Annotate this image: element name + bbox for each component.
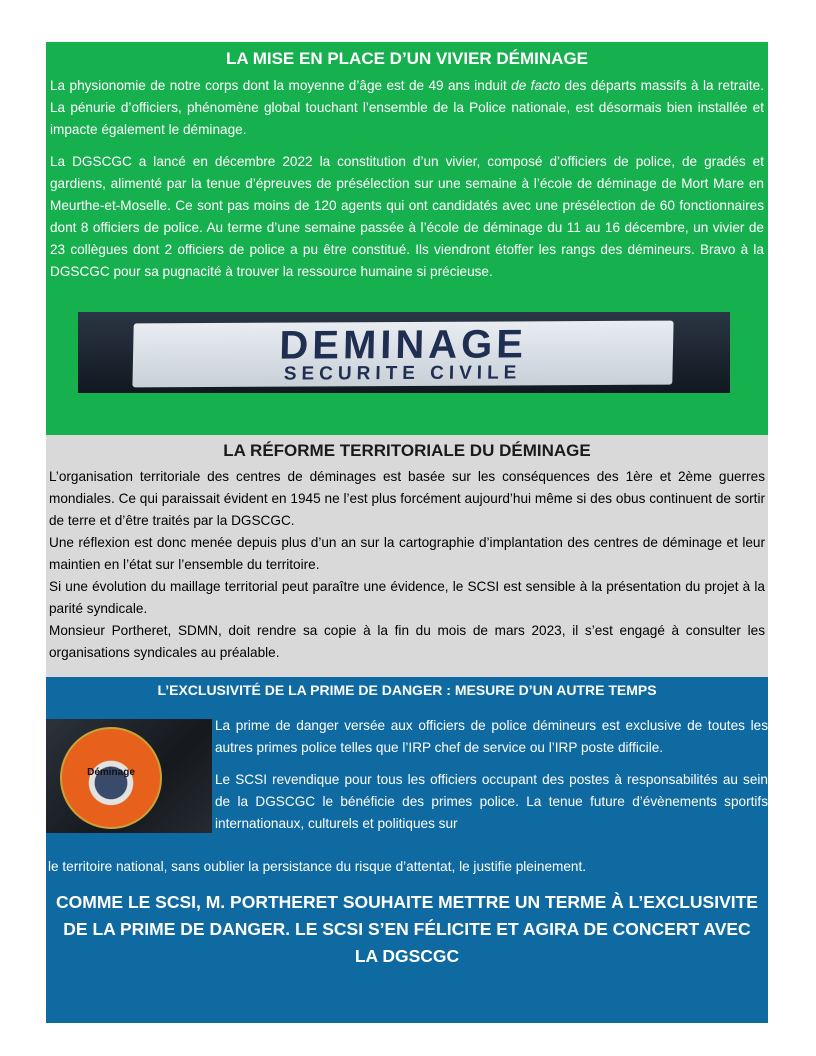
- patch-text-securite-civile: SECURITE CIVILE: [283, 362, 522, 385]
- deminage-badge: [60, 727, 162, 829]
- section-title: LA RÉFORME TERRITORIALE DU DÉMINAGE: [223, 441, 591, 460]
- paragraph: Le SCSI revendique pour tous les officiers occupant des postes à responsabilités au sein de la DGSCGC le bénéficie des primes police. La tenue future d’évènements sportifs internationaux, culturels et politiques sur: [215, 772, 768, 831]
- badge-photo: [46, 719, 212, 833]
- badge-label: Déminage: [87, 767, 135, 778]
- paragraph: La physionomie de notre corps dont la moyenne d’âge est de 49 ans induit de facto des départs massifs à la retraite. La pénurie d’officiers, phénomène global touchant l’ensemble de la Police nationale, est désormais bien installée et impacte également le déminage.: [50, 78, 765, 137]
- section-vivier-deminage: [46, 42, 768, 435]
- section-reforme-territoriale: [46, 435, 768, 677]
- paragraph: L’organisation territoriale des centres de déminages est basée sur les conséquences des 1ère et 2ème guerres mondiales. Ce qui paraissait évident en 1945 ne l’est plus forcément aujourd’hui même si des obus continuent de sortir de terre et d’être traités par la DGSCGC.: [49, 469, 765, 528]
- paragraph-continued: le territoire national, sans oublier la persistance du risque d’attentat, le justifie pleinement.: [48, 859, 587, 874]
- patch: [132, 321, 673, 388]
- paragraph: La DGSCGC a lancé en décembre 2022 la constitution d’un vivier, composé d’officiers de police, de gradés et gardiens, alimenté par la tenue d’épreuves de présélection sur une semaine à l’école de déminage de Mort Mare en Meurthe-et-Moselle. Ce sont pas moins de 120 agents qui ont candidatés avec une présélection de 60 fonctionnaires dont 8 officiers de police. Au terme d’une semaine passée à l’école de déminage du 11 au 16 décembre, un vivier de 23 collègues dont 2 officiers de police a pu être constitué. Ils viendront étoffer les rangs des démineurs. Bravo à la DGSCGC pour sa pugnacité à trouver la ressource humaine si précieuse.: [50, 154, 764, 279]
- paragraph: Monsieur Portheret, SDMN, doit rendre sa copie à la fin du mois de mars 2023, il s’est engagé à consulter les organisations syndicales au préalable.: [49, 623, 765, 660]
- callout: COMME LE SCSI, M. PORTHERET SOUHAITE METTRE UN TERME À L’EXCLUSIVITE DE LA PRIME DE DANGER. LE SCSI S’EN FÉLICITE ET AGIRA DE CONCERT AVEC LA DGSCGC: [56, 892, 758, 966]
- paragraph: Si une évolution du maillage territorial peut paraître une évidence, le SCSI est sensible à la présentation du projet à la parité syndicale.: [49, 579, 765, 616]
- patch-text-deminage: DEMINAGE: [278, 322, 528, 368]
- paragraph: Une réflexion est donc menée depuis plus d’un an sur la cartographie d’implantation des centres de déminage et leur maintien en l’état sur l’ensemble du territoire.: [49, 535, 765, 572]
- paragraph: La prime de danger versée aux officiers de police démineurs est exclusive de toutes les autres primes police telles que l’IRP chef de service ou l’IRP poste difficile.: [215, 718, 768, 755]
- section-title: L’EXCLUSIVITÉ DE LA PRIME DE DANGER : MESURE D’UN AUTRE TEMPS: [157, 682, 657, 698]
- text-beside-photo: [215, 715, 768, 835]
- section-title: LA MISE EN PLACE D’UN VIVIER DÉMINAGE: [225, 49, 589, 68]
- section-prime-de-danger: [46, 677, 768, 1023]
- deminage-patch-photo: [78, 312, 730, 393]
